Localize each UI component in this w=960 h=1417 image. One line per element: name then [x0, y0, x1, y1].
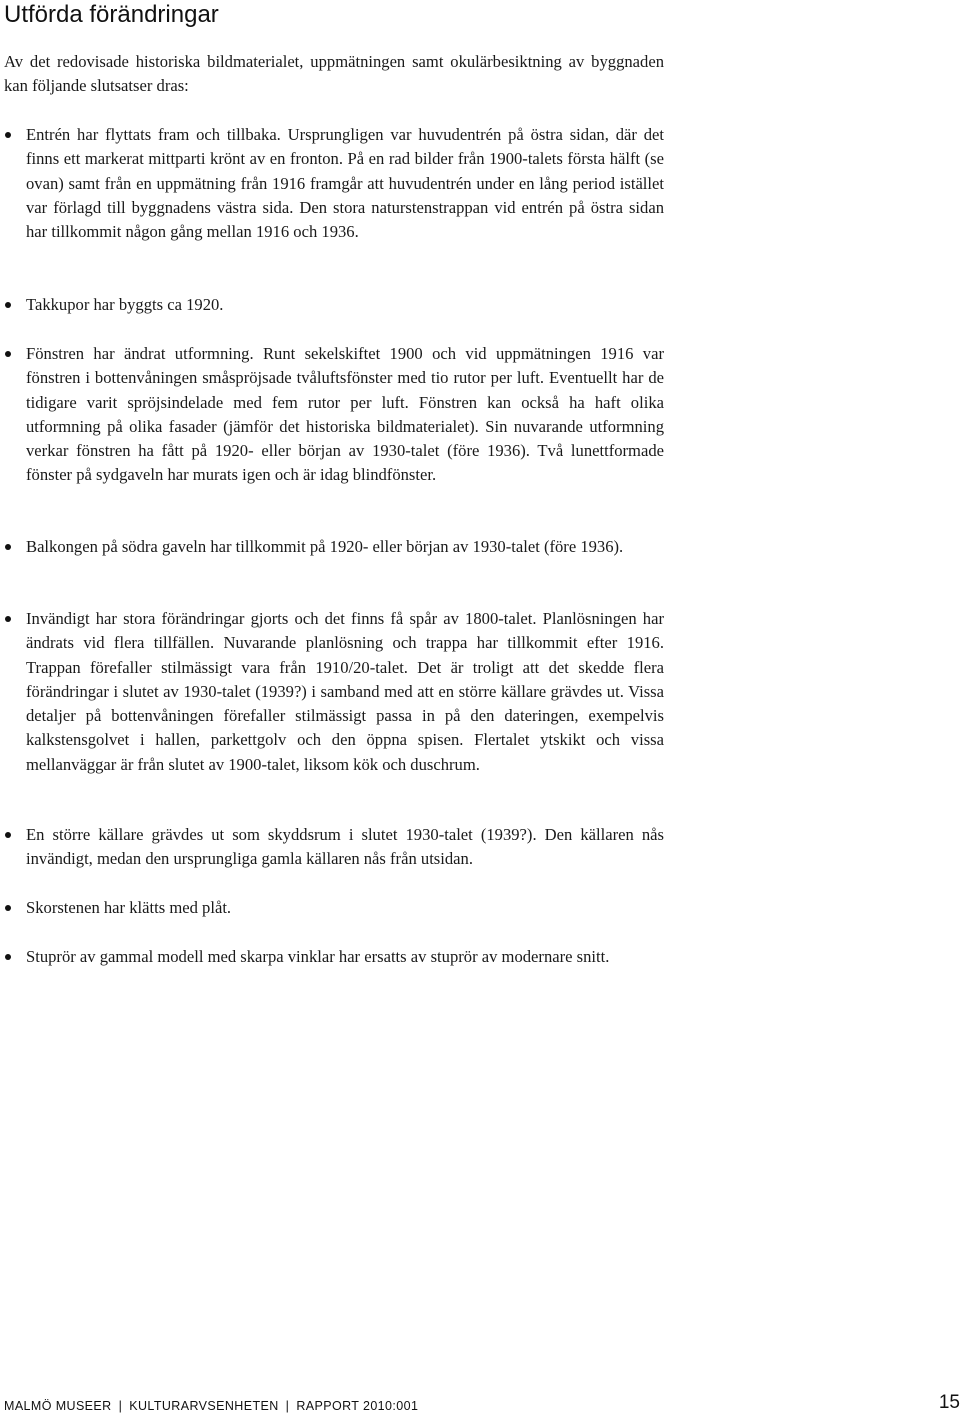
bullet-icon	[5, 544, 11, 550]
list-item-dormers	[4, 293, 664, 317]
bullet-icon	[5, 302, 11, 308]
list-item-text: Entrén har flyttats fram och tillbaka. Ursprungligen var huvudentrén på östra sidan, där det finns ett markerat mittparti krönt av en fronton. På en rad bilder från 1900-talets första hälft (se ovan) samt från en uppmätning från 1916 framgår att huvudentrén under en lång period istället var förlagd till byggnadens västra sida. Den stora naturstenstrappan vid entrén på östra sidan har tillkommit någon gång mellan 1916 och 1936.	[26, 125, 664, 242]
list-item-text: Stuprör av gammal modell med skarpa vinklar har ersatts av stuprör av modernare snitt.	[26, 947, 610, 966]
page-title: Utförda förändringar	[4, 1, 219, 28]
list-item-interior	[4, 607, 664, 777]
list-item-text: En större källare grävdes ut som skyddsrum i slutet 1930-talet (1939?). Den källaren nås invändigt, medan den ursprungliga gamla källaren nås från utsidan.	[26, 825, 664, 869]
list-item-downpipes	[4, 945, 664, 969]
footer-organization: MALMÖ MUSEER	[4, 1399, 112, 1413]
list-item-entrance	[4, 123, 664, 244]
page-footer	[4, 1398, 418, 1414]
list-item-chimney	[4, 896, 664, 920]
list-item-text: Skorstenen har klätts med plåt.	[26, 898, 232, 917]
page-number: 15	[938, 1392, 960, 1413]
list-item-windows	[4, 342, 664, 488]
bullet-icon	[5, 905, 11, 911]
list-item-balcony	[4, 535, 664, 559]
intro-paragraph: Av det redovisade historiska bildmaterialet, uppmätningen samt okulärbesiktning av byggnaden kan följande slutsatser dras:	[4, 52, 664, 95]
bullet-icon	[5, 351, 11, 357]
bullet-icon	[5, 954, 11, 960]
bullet-icon	[5, 616, 11, 622]
footer-separator: |	[118, 1399, 123, 1413]
footer-report-number: RAPPORT 2010:001	[296, 1399, 419, 1413]
bullet-icon	[5, 832, 11, 838]
list-item-text: Fönstren har ändrat utformning. Runt sekelskiftet 1900 och vid uppmätningen 1916 var fönstren i bottenvåningen småspröjsade tvåluftsfönster med tio rutor per luft. Eventuellt har de tidigare varit spröjsindelade med fem rutor per luft. Fönstren kan också ha haft olika utformning på olika fasader (jämför det historiska bildmaterialet). Sin nuvarande utformning verkar fönstren ha fått på 1920- eller början av 1930-talet (före 1936). Två lunettformade fönster på sydgaveln har murats igen och är idag blindfönster.	[26, 344, 664, 485]
list-item-text: Balkongen på södra gaveln har tillkommit på 1920- eller början av 1930-talet (före 1936).	[26, 537, 624, 556]
footer-separator: |	[285, 1399, 290, 1413]
list-item-text: Invändigt har stora förändringar gjorts och det finns få spår av 1800-talet. Planlösningen har ändrats vid flera tillfällen. Nuvarande planlösning och trappa har tillkommit efter 1916. Trappan förefaller stilmässigt vara från 1910/20-talet. Det är troligt att det skedde flera förändringar i slutet av 1930-talet (1939?) i samband med att en större källare grävdes ut. Vissa detaljer på bottenvåningen förefaller stilmässigt passa in på den dateringen, exempelvis kalkstensgolvet i hallen, parkettgolv och den öppna spisen. Flertalet ytskikt och vissa mellanväggar är från slutet av 1900-talet, liksom kök och duschrum.	[26, 609, 664, 774]
footer-department: KULTURARVSENHETEN	[129, 1399, 279, 1413]
bullet-icon	[5, 132, 11, 138]
list-item-text: Takkupor har byggts ca 1920.	[26, 295, 224, 314]
list-item-cellar	[4, 823, 664, 872]
